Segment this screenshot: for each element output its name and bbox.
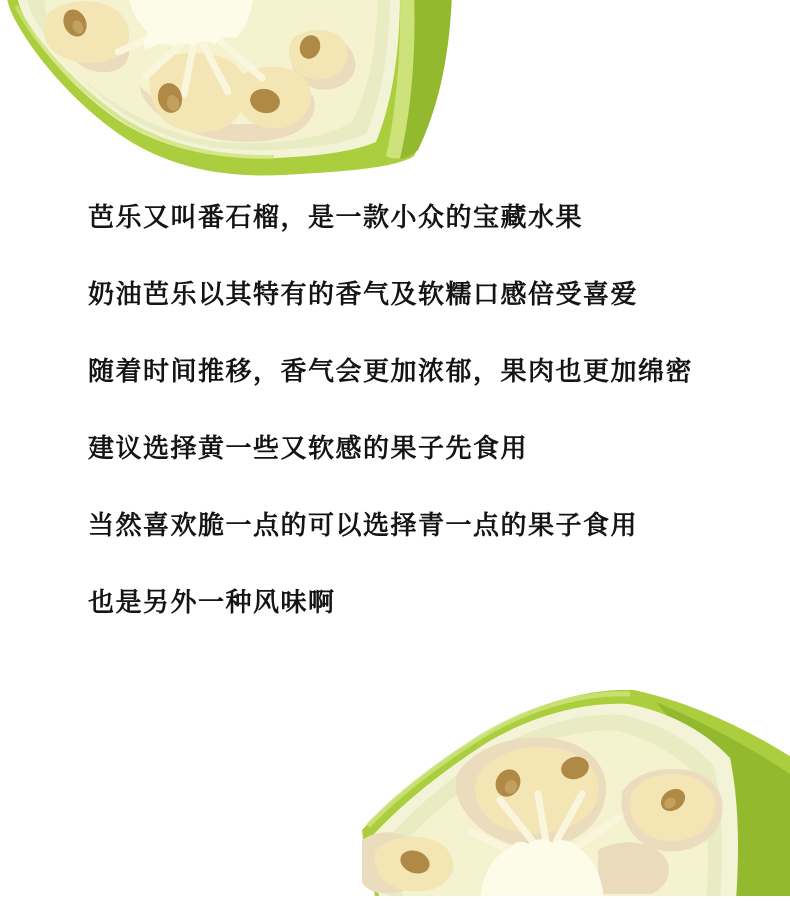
guava-seed — [491, 765, 525, 801]
guava-seed-cavity-blush — [62, 19, 129, 72]
guava-flesh-streak — [118, 28, 172, 52]
guava-seed — [59, 6, 91, 41]
guava-seeds — [397, 754, 689, 878]
guava-seed-highlight — [165, 94, 180, 112]
guava-pith-ring — [16, 0, 400, 158]
description-line: 也是另外一种风味啊 — [88, 587, 336, 617]
guava-core — [128, 0, 254, 50]
description-line: 芭乐又叫番石榴，是一款小众的宝藏水果 — [88, 202, 584, 232]
guava-flesh-outer — [26, 0, 390, 150]
guava-flesh-streaks — [472, 794, 618, 856]
guava-seed-cavity-blush — [362, 832, 425, 893]
guava-seed-cavity-blush — [598, 842, 669, 894]
guava-seed-cavity-blush — [621, 769, 722, 852]
guava-rind — [362, 690, 790, 896]
guava-rind-shadow — [656, 702, 790, 896]
product-description — [88, 204, 693, 615]
guava-rind-highlight — [368, 694, 630, 826]
description-line: 奶油芭乐以其特有的香气及软糯口感倍受喜爱 — [88, 279, 639, 309]
guava-flesh-streak — [184, 42, 194, 94]
guava-flesh-streak — [572, 818, 618, 850]
guava-seed — [657, 784, 690, 815]
guava-seed-cavity-blush — [140, 86, 315, 142]
guava-flesh-streak — [472, 832, 520, 856]
guava-seeds — [59, 6, 323, 116]
guava-seed-pocket — [234, 67, 310, 129]
guava-flesh-outer — [383, 715, 722, 896]
guava-flesh — [398, 731, 708, 896]
guava-flesh — [44, 0, 378, 143]
guava-seed-cavity-blush — [289, 33, 355, 90]
guava-seed — [155, 81, 185, 115]
guava-seed-pocket — [44, 1, 129, 63]
guava-flesh-streak — [500, 800, 538, 848]
guava-flesh-streak — [212, 34, 262, 78]
guava-slice-illustration-top-left — [0, 0, 480, 200]
guava-seed-cavity-blush — [456, 737, 606, 848]
description-line: 随着时间推移，香气会更加浓郁，果肉也更加绵密 — [88, 356, 694, 386]
guava-seed — [248, 86, 282, 116]
guava-slice-illustration-bottom-right — [360, 680, 790, 896]
guava-seed-pocket — [375, 836, 454, 891]
guava-seed — [397, 847, 433, 878]
guava-rind-highlight — [386, 0, 414, 158]
guava-pith-ring — [372, 704, 738, 896]
guava-seed-pocket — [475, 747, 598, 834]
guava-seed-pocket — [149, 53, 246, 133]
guava-flesh-streak — [538, 794, 546, 842]
guava-flesh-streak — [202, 42, 228, 92]
guava-seed-highlight — [662, 795, 678, 810]
guava-seed-highlight — [71, 19, 86, 36]
guava-rind-shadow — [400, 0, 452, 159]
guava-flesh-streaks — [118, 28, 262, 94]
guava-core — [480, 839, 604, 896]
guava-slice-svg-bottom — [360, 680, 790, 896]
guava-flesh-streak — [146, 36, 190, 76]
description-line: 建议选择黄一些又软感的果子先食用 — [88, 433, 529, 463]
guava-rind-inner-highlight — [16, 6, 274, 157]
guava-seed — [559, 754, 592, 782]
guava-seed-pocket — [289, 30, 348, 80]
guava-seed-highlight — [503, 778, 520, 796]
guava-flesh-streak — [556, 794, 582, 842]
description-line: 当然喜欢脆一点的可以选择青一点的果子食用 — [88, 510, 639, 540]
guava-seed-pocket — [630, 774, 715, 841]
guava-seed — [296, 32, 323, 61]
guava-rind — [6, 0, 452, 176]
guava-slice-svg-top — [0, 0, 480, 200]
